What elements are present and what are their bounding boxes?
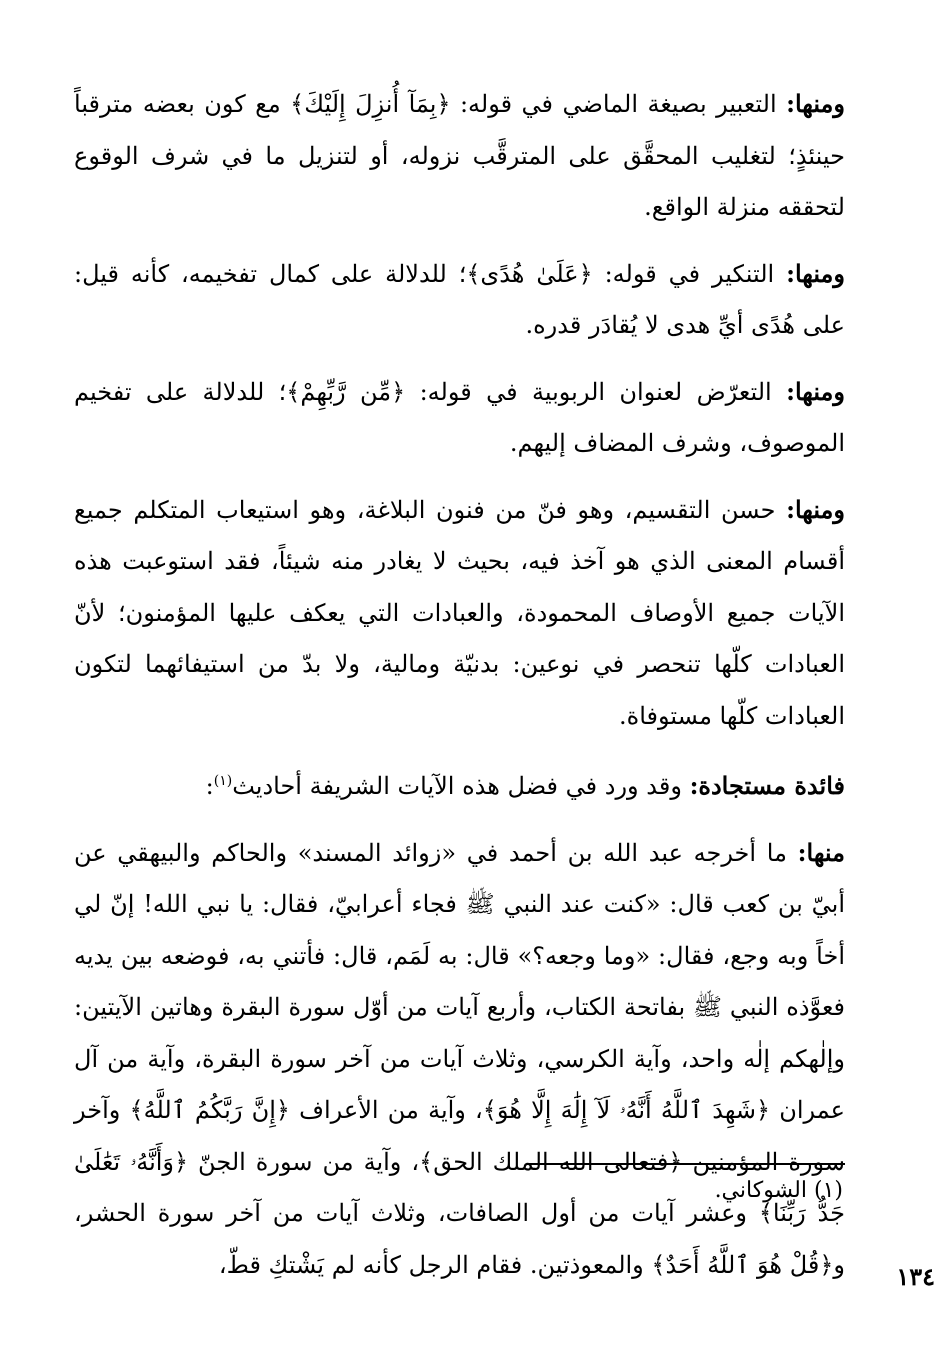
paragraph-lordship (74, 366, 845, 470)
paragraph-text: التعبير بصيغة الماضي في قوله: ﴿بِمَآ أُنزِلَ إِلَيْكَ﴾ مع كون بعضه مترقباً حينئذٍ؛ لتغليب المحقَّق على المترقَّب نزوله، أو لتنزيل ما في شرف الوقوع لتحققه منزلة الواقع. (74, 90, 845, 221)
footnote: (١) الشوكاني. (714, 1178, 843, 1203)
paragraph-lead: فائدة مستجادة: (689, 771, 845, 800)
footnote-reference: (١) (213, 773, 233, 789)
footnote-divider (529, 1163, 845, 1165)
paragraph-hadith (74, 827, 845, 1292)
paragraph-text: وقد ورد في فضل هذه الآيات الشريفة أحاديث (232, 772, 682, 800)
paragraph-text: حسن التقسيم، وهو فنّ من فنون البلاغة، وهو استيعاب المتكلم جميع أقسام المعنى الذي هو آخذ فيه، بحيث لا يغادر منه شيئاً، فقد استوعبت هذه الآيات جميع الأوصاف المحمودة، والعبادات التي يعكف عليها المؤمنون؛ لأنّ العبادات كلّها تنحصر في نوعين: بدنيّة ومالية، ولا بدّ من استيفائهما لتكون العبادات كلّها مستوفاة. (74, 495, 845, 730)
paragraph-indefinite (74, 248, 845, 352)
paragraph-lead: ومنها: (786, 494, 845, 524)
paragraph-tail: : (205, 772, 214, 800)
paragraph-past-tense (74, 78, 845, 234)
paragraph-text: التنكير في قوله: ﴿عَلَىٰ هُدًى﴾؛ للدلالة على كمال تفخيمه، كأنه قيل: على هُدًى أيِّ هدى لا يُقادَر قدره. (74, 259, 845, 339)
paragraph-lead: ومنها: (786, 258, 845, 288)
paragraph-text: التعرّض لعنوان الربوبية في قوله: ﴿مِّن رَّبِّهِمْ﴾؛ للدلالة على تفخيم الموصوف، وشرف المضاف إليهم. (74, 377, 845, 457)
paragraph-lead: ومنها: (786, 376, 845, 406)
page-number: ١٣٤ (896, 1262, 935, 1291)
paragraph-text: ما أخرجه عبد الله بن أحمد في «زوائد المسند» والحاكم والبيهقي عن أبيّ بن كعب قال: «كنت عند النبي ﷺ فجاء أعرابيّ، فقال: يا نبي الله! إنّ لي أخاً وبه وجع، فقال: «وما وجعه؟» قال: به لَمَم، قال: فأتني به، فوضعه بين يديه فعوَّذه النبي ﷺ بفاتحة الكتاب، وأربع آيات من أوّل سورة البقرة وهاتين الآيتين: وإلٰهكم إلٰه واحد، وآية الكرسي، وثلاث آيات من آخر سورة البقرة، وآية من آل عمران ﴿شَهِدَ ٱللَّهُ أَنَّهُۥ لَآ إِلَٰهَ إِلَّا هُوَ﴾، وآية من الأعراف ﴿إِنَّ رَبَّكُمُ ٱللَّهُ﴾ وآخر سورة المؤمنين ﴿فتعالى الله الملك الحق﴾، وآية من سورة الجنّ ﴿وَأَنَّهُۥ تَعَٰلَىٰ جَدُّ رَبِّنَا﴾ وعشر آيات من أول الصافات، وثلاث آيات من آخر سورة الحشر، و﴿قُلْ هُوَ ٱللَّهُ أَحَدٌ﴾ والمعوذتين. فقام الرجل كأنه لم يَشْتكِ قطّ، (74, 838, 846, 1279)
paragraph-lead: ومنها: (786, 89, 845, 118)
paragraph-lead: منها: (797, 837, 845, 867)
paragraph-division (74, 484, 845, 743)
paragraph-benefit (74, 756, 845, 813)
